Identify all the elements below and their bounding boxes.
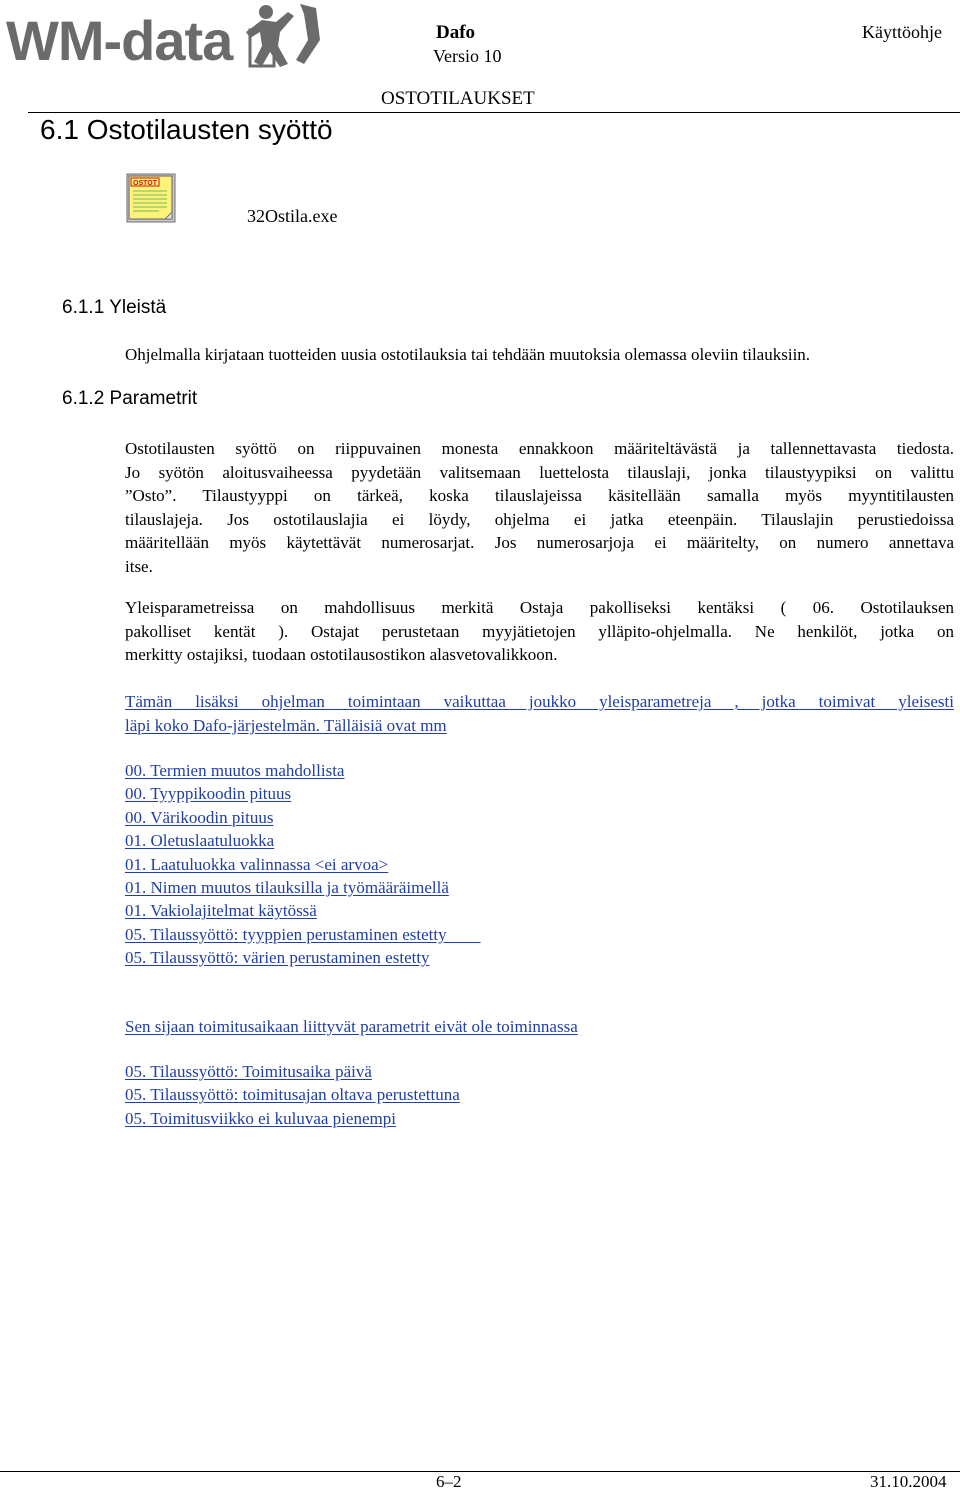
list-item: [125, 806, 481, 829]
paragraph-line: Yleisparametreissa on mahdollisuus merkitä Ostaja pakolliseksi kentäksi ( 06. Ostotilauksen: [125, 598, 954, 617]
paragraph-line: ”Osto”. Tilaustyyppi on tärkeä, koska tilauslajeissa käsitellään samalla myös myyntitilausten: [125, 486, 954, 506]
footer-divider: [0, 1471, 960, 1472]
intro-paragraph: Ohjelmalla kirjataan tuotteiden uusia ostotilauksia tai tehdään muutoksia olemassa oleviin tilauksiin.: [125, 345, 811, 364]
list-item: [125, 782, 481, 805]
wm-data-logo: [4, 0, 322, 70]
parameter-link[interactable]: 01. Oletuslaatuluokka: [125, 831, 275, 851]
heading-parametrit: 6.1.2 Parametrit: [62, 388, 198, 409]
footer-page-number: 6–2: [436, 1472, 462, 1491]
parameter-link[interactable]: 00. Tyyppikoodin pituus: [125, 784, 292, 804]
list-item: [125, 946, 481, 969]
list-item: [125, 1107, 460, 1130]
paragraph-line: pakolliset kentät ). Ostajat perustetaan myyjätietojen ylläpito-ohjelmalla. Ne henkilöt, jotka on: [125, 621, 954, 641]
header-section: OSTOTILAUKSET: [381, 88, 535, 109]
program-filename: 32Ostila.exe: [247, 206, 338, 226]
notice-line[interactable]: Tämän lisäksi ohjelman toimintaan vaikuttaa joukko yleisparametreja , jotka toimivat yleisesti: [125, 692, 954, 711]
parameter-link[interactable]: 01. Laatuluokka valinnassa <ei arvoa>: [125, 854, 389, 874]
paragraph-line: tilauslajeja. Jos ostotilauslajia ei löydy, ohjelma ei jatka eteenpäin. Tilauslajin perustiedoissa: [125, 509, 954, 529]
heading-yleista: 6.1.1 Yleistä: [62, 297, 167, 318]
paragraph-line: merkitty ostajiksi, tuodaan ostotilausostikon alasvetovalikkoon.: [125, 645, 558, 665]
general-parameters-paragraph: [125, 596, 954, 667]
header-doc-type: Käyttöohje: [862, 22, 942, 42]
parameter-link-list: [125, 759, 481, 970]
list-item: [125, 899, 481, 922]
notice-line[interactable]: Sen sijaan toimitusaikaan liittyvät parametrit eivät ole toiminnassa: [125, 1017, 578, 1036]
parameter-link[interactable]: 00. Termien muutos mahdollista: [125, 761, 345, 780]
delivery-parameter-link-list: [125, 1060, 460, 1130]
ostot-program-icon: [125, 172, 177, 224]
header-version: Versio 10: [433, 46, 502, 66]
header-divider: [28, 112, 960, 113]
list-item: [125, 759, 481, 782]
parameter-link[interactable]: 05. Tilaussyöttö: värien perustaminen estetty: [125, 948, 430, 968]
svg-text:WM-data: WM-data: [6, 9, 233, 70]
list-item: [125, 923, 481, 946]
paragraph-line: itse.: [125, 556, 153, 576]
parameter-link[interactable]: 05. Toimitusviikko ei kuluvaa pienempi: [125, 1108, 396, 1128]
list-item: [125, 876, 481, 899]
parameter-link[interactable]: 05. Tilaussyöttö: Toimitusaika päivä: [125, 1062, 372, 1081]
svg-text:OSTOT: OSTOT: [133, 180, 157, 187]
footer-date: 31.10.2004: [870, 1472, 947, 1491]
general-parameters-notice[interactable]: [125, 690, 954, 737]
paragraph-line: määritellään myös käytettävät numerosarjat. Jos numerosarjoja ei määritelty, on numero annettava: [125, 533, 954, 553]
header-app-title: Dafo: [436, 22, 476, 43]
parameter-link[interactable]: 00. Värikoodin pituus: [125, 807, 274, 827]
parameter-link[interactable]: 05. Tilaussyöttö: toimitusajan oltava perustettuna: [125, 1085, 460, 1105]
list-item: [125, 1060, 460, 1083]
delivery-parameters-notice[interactable]: [125, 1015, 954, 1039]
parameter-link[interactable]: 05. Tilaussyöttö: tyyppien perustaminen estetty: [125, 924, 481, 944]
parameter-link[interactable]: 01. Vakiolajitelmat käytössä: [125, 901, 317, 921]
paragraph-line: Ostotilausten syöttö on riippuvainen monesta ennakkoon määriteltävästä ja tallennettavasta tiedosta.: [125, 439, 954, 458]
list-item: [125, 829, 481, 852]
list-item: [125, 1083, 460, 1106]
list-item: [125, 853, 481, 876]
paragraph-line: Jo syötön aloitusvaiheessa pyydetään valitsemaan luettelosta tilauslaji, jonka tilaustyypiksi on valittu: [125, 462, 954, 482]
parameter-link[interactable]: 01. Nimen muutos tilauksilla ja työmääräimellä: [125, 878, 449, 898]
notice-line[interactable]: läpi koko Dafo-järjestelmän. Tälläisiä ovat mm: [125, 715, 447, 735]
parameters-paragraph: [125, 437, 954, 579]
section-title: 6.1 Ostotilausten syöttö: [40, 114, 333, 145]
